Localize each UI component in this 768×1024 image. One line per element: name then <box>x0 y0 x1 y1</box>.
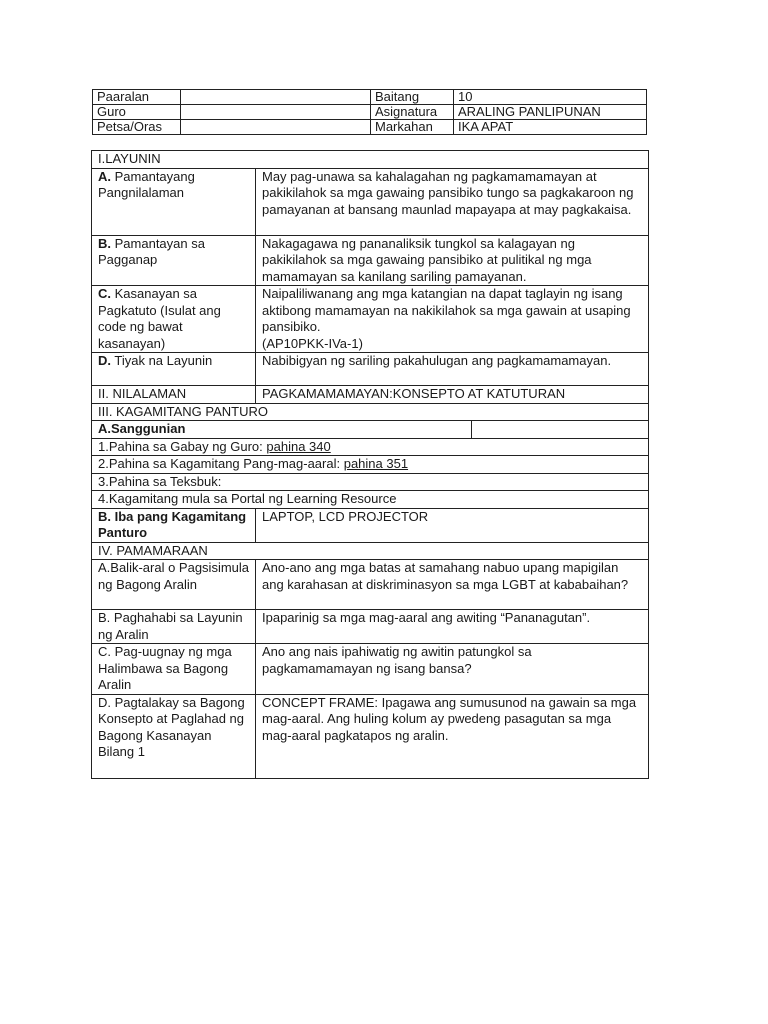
materials-heading-row <box>92 403 649 421</box>
grade-label: Baitang <box>371 90 454 105</box>
references-label: A.Sanggunian <box>92 421 472 439</box>
learner-material-row <box>92 456 649 474</box>
objective-row-a <box>92 168 649 235</box>
date-label: Petsa/Oras <box>93 120 181 135</box>
objective-row-b <box>92 235 649 286</box>
objective-d-label-text: Tiyak na Layunin <box>114 353 213 368</box>
objective-a-text: May pag-unawa sa kahalagahan ng pagkamamamayan at pakikilahok sa mga gawaing pansibiko tungo sa pagkakaroon ng pamayanan at bansang maunlad mapayapa at may pagkakaisa. <box>256 168 649 235</box>
info-row <box>93 120 647 135</box>
portal-label: 4.Kagamitang mula sa Portal ng Learning Resource <box>92 491 649 509</box>
objective-row-d <box>92 353 649 386</box>
content-label: II. NILALAMAN <box>92 386 256 404</box>
objective-a-label <box>92 168 256 235</box>
teacher-label: Guro <box>93 105 181 120</box>
objective-c-label <box>92 286 256 353</box>
school-value <box>181 90 371 105</box>
procedure-row-c <box>92 644 649 695</box>
procedure-row-a <box>92 560 649 610</box>
textbook-row <box>92 473 649 491</box>
teacher-value <box>181 105 371 120</box>
info-row <box>93 90 647 105</box>
references-row <box>92 421 649 439</box>
objective-c-description: Naipaliliwanang ang mga katangian na dapat taglayin ng isang aktibong mamamayan na nakikilahok sa mga gawain at usaping pansibiko. <box>262 286 631 334</box>
procedure-b-text: Ipaparinig sa mga mag-aaral ang awiting “Pananagutan”. <box>256 610 649 644</box>
objective-d-text: Nabibigyan ng sariling pakahulugan ang pagkamamamayan. <box>256 353 649 386</box>
procedure-c-text: Ano ang nais ipahiwatig ng awitin patungkol sa pagkamamamayan ng isang bansa? <box>256 644 649 695</box>
references-value <box>472 421 649 439</box>
objective-a-label-text: Pamantayang Pangnilalaman <box>98 168 195 200</box>
objective-c-letter: C. <box>98 286 111 301</box>
procedure-d-text: CONCEPT FRAME: Ipagawa ang sumusunod na gawain sa mga mag-aaral. Ang huling kolum ay pwedeng pasagutan sa mga mag-aaral pagkatapos ng aralin. <box>256 694 649 778</box>
subject-label: Asignatura <box>371 105 454 120</box>
learner-material-label: 2.Pahina sa Kagamitang Pang-mag-aaral: <box>98 456 341 471</box>
lesson-plan-table <box>91 150 649 779</box>
objective-b-label-text: Pamantayan sa Pagganap <box>98 235 205 267</box>
teacher-guide-page: pahina 340 <box>266 438 331 454</box>
procedure-row-b <box>92 610 649 644</box>
procedure-row-d <box>92 694 649 778</box>
teacher-guide <box>92 438 649 456</box>
objective-b-text: Nakagagawa ng pananaliksik tungkol sa kalagayan ng pakikilahok sa mga gawaing pansibiko at pulitikal ng mga mamamayan sa kanilang sariling pamayanan. <box>256 235 649 286</box>
content-row <box>92 386 649 404</box>
info-row <box>93 105 647 120</box>
objective-row-c <box>92 286 649 353</box>
objective-d-letter: D. <box>98 353 111 368</box>
procedure-b-label: B. Paghahabi sa Layunin ng Aralin <box>92 610 256 644</box>
procedure-d-label: D. Pagtalakay sa Bagong Konsepto at Paglahad ng Bagong Kasanayan Bilang 1 <box>92 694 256 778</box>
procedure-a-text: Ano-ano ang mga batas at samahang nabuo upang mapigilan ang karahasan at diskriminasyon sa mga LGBT at kababaihan? <box>256 560 649 610</box>
procedure-c-label: C. Pag-uugnay ng mga Halimbawa sa Bagong Aralin <box>92 644 256 695</box>
objective-a-letter: A. <box>98 168 111 184</box>
objective-c-label-text: Kasanayan sa Pagkatuto (Isulat ang code ng bawat kasanayan) <box>98 286 221 351</box>
learner-material-page: pahina 351 <box>343 456 409 471</box>
grade-value: 10 <box>454 90 647 105</box>
objectives-heading-row <box>92 151 649 169</box>
portal-row <box>92 491 649 509</box>
date-value <box>181 120 371 135</box>
other-materials-row <box>92 508 649 542</box>
subject-value: ARALING PANLIPUNAN <box>454 105 647 120</box>
objective-d-label <box>92 353 256 386</box>
other-materials-label: B. Iba pang Kagamitang Panturo <box>92 508 256 542</box>
procedure-heading: IV. PAMAMARAAN <box>92 542 649 560</box>
procedure-a-label: A.Balik-aral o Pagsisimula ng Bagong Aralin <box>92 560 256 610</box>
other-materials-value: LAPTOP, LCD PROJECTOR <box>256 508 649 542</box>
teacher-guide-row <box>92 438 649 456</box>
school-label: Paaralan <box>93 90 181 105</box>
quarter-value: IKA APAT <box>454 120 647 135</box>
objectives-heading: I.LAYUNIN <box>92 151 649 169</box>
objective-c-text <box>256 286 649 353</box>
competency-code: (AP10PKK-IVa-1) <box>262 335 363 351</box>
header-info-table <box>92 89 647 135</box>
objective-b-label <box>92 235 256 286</box>
teacher-guide-label: 1.Pahina sa Gabay ng Guro: <box>98 438 263 454</box>
quarter-label: Markahan <box>371 120 454 135</box>
materials-heading: III. KAGAMITANG PANTURO <box>92 403 649 421</box>
procedure-heading-row <box>92 542 649 560</box>
content-value: PAGKAMAMAMAYAN:KONSEPTO AT KATUTURAN <box>256 386 649 404</box>
objective-b-letter: B. <box>98 235 111 251</box>
learner-material <box>92 456 649 474</box>
textbook-label: 3.Pahina sa Teksbuk: <box>92 473 649 491</box>
